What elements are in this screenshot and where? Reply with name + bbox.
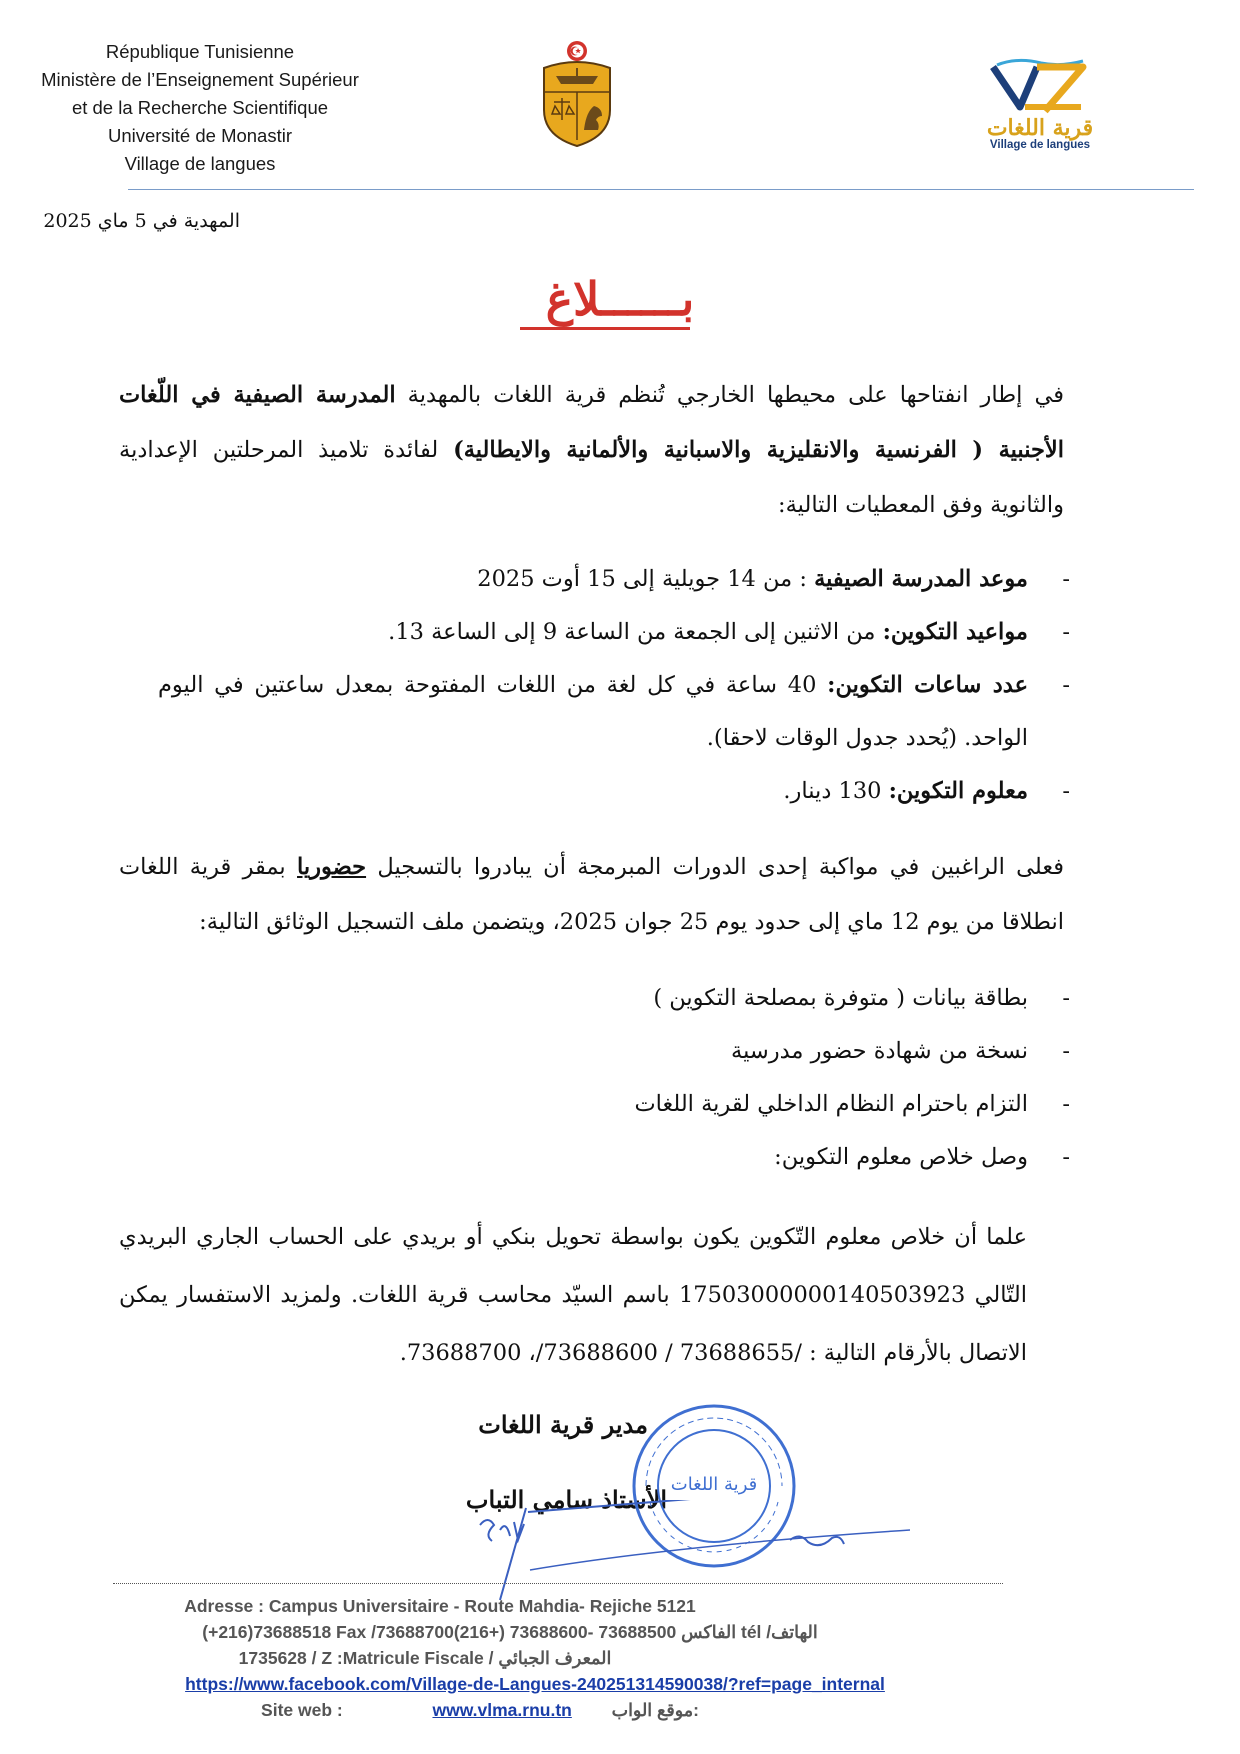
intro-text-1: في إطار انفتاحها على محيطها الخارجي تُنظم قرية اللغات بالمهدية (395, 382, 1064, 408)
handwritten-signature-icon (470, 1500, 910, 1610)
payment-paragraph: علما أن خلاص معلوم التّكوين يكون بواسطة تحويل بنكي أو بريدي على الحساب الجاري البريدي التّالي 17503000000140503923 باسم السيّد محاسب قرية اللغات. ولمزيد الاستفسار يمكن الاتصال بالأرقام التالية : /73688655 / 73688600/، 73688700. (119, 1224, 1027, 1366)
site-label-ar: موقع الواب: (611, 1700, 699, 1720)
footer-fiscal: 1735628 / Z :Matricule Fiscale / المعرف الجبائي (238, 1648, 612, 1668)
footer-facebook-link[interactable] (0, 1674, 1155, 1695)
details-list (158, 553, 1070, 818)
document-item: - بطاقة بيانات ( متوفرة بمصلحة التكوين ) (653, 985, 1070, 1011)
document-item-text: نسخة من شهادة حضور مدرسية (731, 1038, 1028, 1064)
footer-address: Adresse : Campus Universitaire - Route Mahdia- Rejiche 5121 (184, 1596, 696, 1616)
logo-french-text: Village de langues (989, 139, 1091, 151)
stamp-text: قرية اللغات (670, 1474, 758, 1495)
detail-item: - موعد المدرسة الصيفية : من 14 جويلية إلى 15 أوت 2025 (477, 566, 1070, 592)
header-line-5: Village de langues (124, 153, 276, 174)
detail-label: مواعيد التكوين: (882, 619, 1028, 645)
title-underline (520, 327, 690, 330)
registration-text-2: بمقر قرية اللغات انطلاقا من يوم 12 ماي إلى حدود يوم 25 جوان 2025، ويتضمن ملف التسجيل الوثائق التالية: (119, 854, 1064, 935)
facebook-url[interactable]: https://www.facebook.com/Village-de-Langues-240251314590038/?ref=page_internal (185, 1674, 885, 1694)
institution-header (10, 38, 390, 178)
header-line-3: et de la Recherche Scientifique (71, 97, 329, 118)
detail-item: - عدد ساعات التكوين: 40 ساعة في كل لغة من اللغات المفتوحة بمعدل ساعتين في اليوم الواحد. (يُحدد جدول الوقات لاحقا). (158, 672, 1070, 751)
registration-text-1: فعلى الراغبين في مواكبة إحدى الدورات المبرمجة أن يبادروا بالتسجيل (366, 854, 1064, 880)
intro-text-2: لفائدة تلاميذ المرحلتين الإعدادية والثانوية وفق المعطيات التالية: (119, 437, 1064, 518)
site-url-link[interactable]: www.vlma.rnu.tn (432, 1700, 572, 1720)
tunisia-coat-of-arms-icon (538, 40, 616, 148)
document-item: - التزام باحترام النظام الداخلي لقرية اللغات (634, 1091, 1070, 1117)
detail-label: معلوم التكوين: (888, 778, 1028, 804)
footer-phone: (+216)73688518 Fax /الفاكس 73688500 -73688600 (+216)73688700 tél /الهاتف (202, 1622, 818, 1642)
detail-label: عدد ساعات التكوين: (827, 672, 1029, 698)
detail-item: - مواعيد التكوين: من الاثنين إلى الجمعة من الساعة 9 إلى الساعة 13. (388, 619, 1070, 645)
documents-list (634, 972, 1070, 1184)
detail-text: 40 ساعة في كل لغة من اللغات المفتوحة بمعدل ساعتين في اليوم الواحد. (يُحدد جدول الوقات لاحقا). (158, 672, 1028, 751)
detail-text: 130 دينار. (783, 778, 889, 804)
detail-item: - معلوم التكوين: 130 دينار. (783, 778, 1070, 804)
registration-bold: حضوريا (297, 854, 367, 880)
document-date: المهدية في 5 ماي 2025 (43, 210, 240, 232)
registration-paragraph (119, 840, 1064, 950)
footer-divider (113, 1583, 1003, 1584)
detail-text: من الاثنين إلى الجمعة من الساعة 9 إلى الساعة 13. (388, 619, 883, 645)
intro-paragraph (119, 368, 1064, 533)
document-item: - وصل خلاص معلوم التكوين: (774, 1144, 1070, 1170)
detail-label: موعد المدرسة الصيفية (814, 566, 1028, 592)
header-line-4: Université de Monastir (107, 125, 293, 146)
document-item-text: وصل خلاص معلوم التكوين: (774, 1144, 1028, 1170)
header-divider (128, 189, 1194, 190)
site-label: Site web : (261, 1700, 343, 1720)
detail-text: : من 14 جويلية إلى 15 أوت 2025 (477, 566, 815, 592)
document-item-text: التزام باحترام النظام الداخلي لقرية اللغات (634, 1091, 1028, 1117)
document-item: - نسخة من شهادة حضور مدرسية (731, 1038, 1070, 1064)
footer-site-row (0, 1700, 1100, 1721)
header-line-1: République Tunisienne (105, 41, 295, 62)
signature-name: الأستاذ سامي التباب (465, 1485, 667, 1514)
header-line-2: Ministère de l’Enseignement Supérieur (41, 69, 359, 90)
signature-role: مدير قرية اللغات (478, 1410, 648, 1439)
logo-arabic-text: قرية اللغات (986, 115, 1094, 141)
document-title: بــــــلاغ (545, 272, 695, 326)
document-item-text: بطاقة بيانات ( متوفرة بمصلحة التكوين ) (653, 985, 1028, 1011)
intro-bold-languages: المدرسة الصيفية في اللّغات الأجنبية ( الفرنسية والانقليزية والاسبانية والألمانية والايطالية) (119, 382, 1064, 463)
